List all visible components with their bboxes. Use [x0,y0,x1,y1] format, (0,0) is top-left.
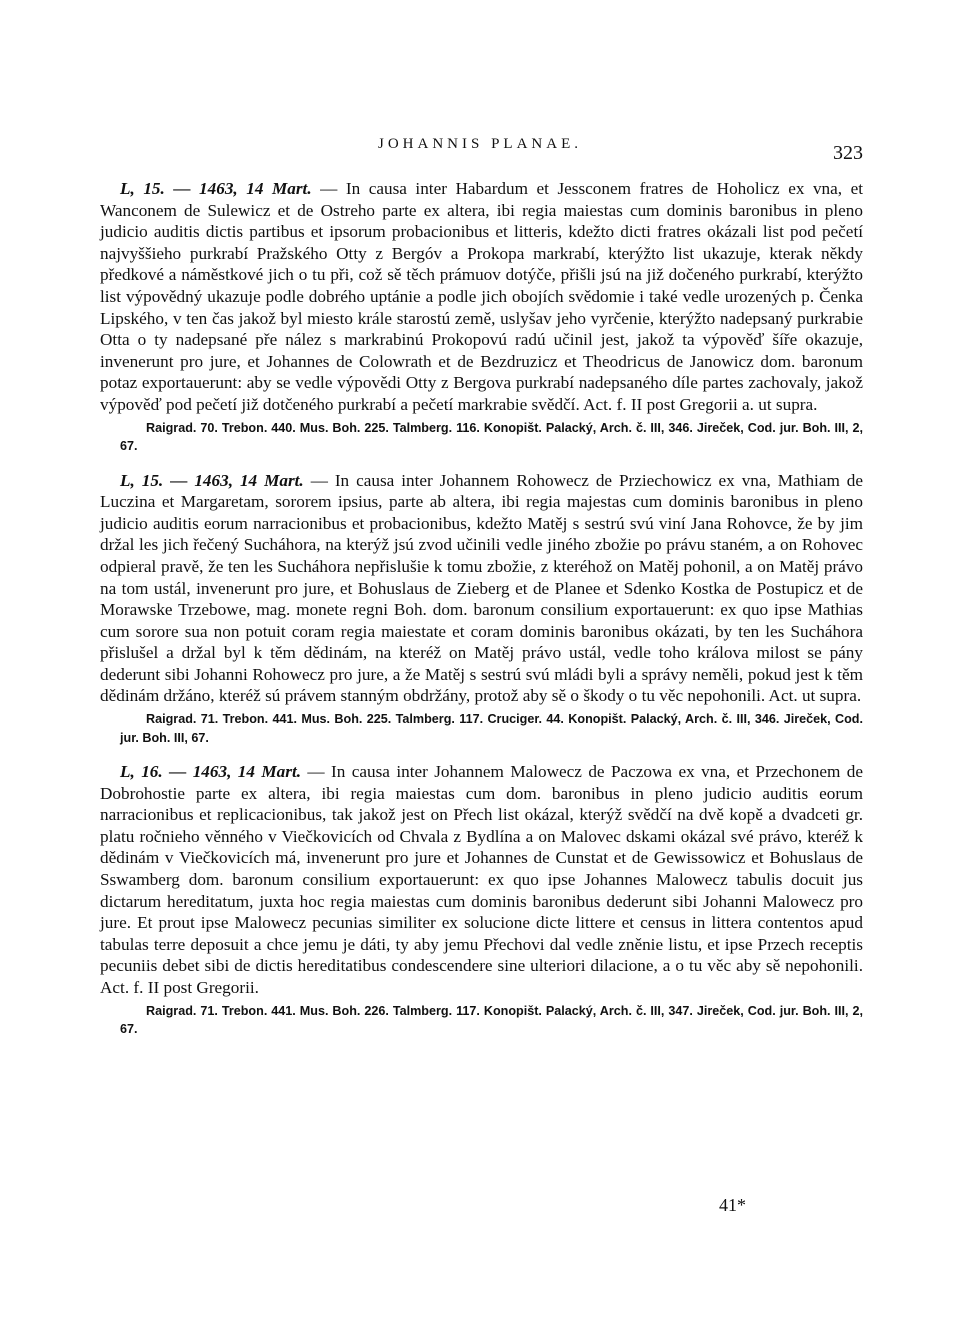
entry [100,178,863,456]
entry-body: — In causa inter Habardum et Jessconem fratres de Hoholicz ex vna, et Wanconem de Sulewicz et de Ostreho parte ex altera, ibi regia maiestas cum dominis baronibus in pleno judicio auditis dictis partibus et ipsorum probacionibus et litteris, kdežto dicti fratres okázali list pod pečetí najvyššieho purkrabí Pražského Otty z Bergóv a Prokopa markrabí, kterýžto list ukazuje, kterak někdy předkové a náměstkové jich o tu při, což sě těch prámuov dotýče, přišli jsú na již dočeného purkrabí, kterýžto list výpovědný ukazuje podle dobrého uptánie a podle jich obojích svědomie i také vedle urozených p. Čenka Lipského, v ten čas jakož byl miesto krále starostú země, uslyšav jeho vyrčenie, kterýžto nadepsaný purkrabie Otta o ty nadepsané pře nález s markrabinú Prokopovú radú učinil jest, jakož ta výpověď šíře okazuje, invenerunt pro jure, et Johannes de Colowrath et de Bezdruzicz et Theodricus de Janowicz dom. baronum potaz exportauerunt: aby se vedle výpovědi Otty z Bergova purkrabí nadepsaného díle partes zachovaly, jakož výpověď pod pečetí již dotčeného purkrabí a pečetí markrabie svědčí. Act. f. II post Gregorii a. ut supra. [100,179,863,414]
entry [100,470,863,748]
entry [100,761,863,1039]
entry-text [100,470,863,708]
entry-references: Raigrad. 71. Trebon. 441. Mus. Boh. 226. Talmberg. 117. Konopišt. Palacký, Arch. č. III, 347. Jireček, Cod. jur. Boh. III, 2, 67. [120,1003,863,1037]
page-body [100,178,863,1039]
signature-mark: 41* [719,1195,746,1215]
entry-body: — In causa inter Johannem Malowecz de Paczowa ex vna, et Przechonem de Dobrohostie parte ex altera, ibi regia maiestas cum dom. baronibus in pleno judicio auditis eorum narracionibus et replicacionibus, tak jakož jest on Přech list okázal, kterýž svědčí na dvě kopě a dvadceti gr. platu ročnieho věnného v Viečkovicích od Chvala z Bydlína a on Malovec dskami okázal své právo, kteréž k dědinám v Viečkovicích má, invenerunt pro jure et Johannes de Cunstat et de Gewissowicz et Bohuslaus de Sswamberg dom. baronum consilium exportauerunt: ex quo ipse Johannes Malowecz tabulis docuit jus dictarum hereditatum, juxta hoc regia maiestas cum dominis baronibus dederunt sibi Johanni Malowecz pro jure. Et prout ipse Malowecz pecunias similiter ex solucione dicte littere et census in littera contentos apud tabulas terre deposuit a chce jemu je dáti, ty aby jemu Přechovi dal vedle zněnie listu, et ipse Przech receptis pecuniis debet sibi de dictis hereditatibus condescendere sine ulteriori dilacione, a o tu věc aby sě nepohonili. Act. f. II post Gregorii. [100,762,863,997]
entry-references: Raigrad. 71. Trebon. 441. Mus. Boh. 225. Talmberg. 117. Cruciger. 44. Konopišt. Palacký, Arch. č. III, 346. Jireček, Cod. jur. Boh. III, 67. [120,712,863,745]
entry-body: — In causa inter Johannem Rohowecz de Prziechowicz ex vna, Mathiam de Luczina et Margaretam, sororem ipsius, parte ab altera, ibi regia majestas cum dominis baronibus in pleno judicio auditis eorum narracionibus et probacionibus, kdežto Matěj s sestrú svú viní Jana Rohovce, že by jim držal les jich řečený Sucháhora, na kterýž jsú zvod učinili vedle jiného zbožie po právu staném, a on Rohovec odpieral pravě, že ten les Sucháhora nepřislušie k tomu zbožie, z kteréhož on Matěj pohonil, a on Matěj právo na tom ustál, invenerunt pro jure, et Bohuslaus de Zieberg et de Planee et Sdenko Kostka de Postupicz et de Morawske Trzebowe, mag. monete regni Boh. dom. baronum consilium exportauerunt: ex quo ipse Mathias cum sorore sua non potuit coram regia maiestate et coram dominis baronibus okázati, by ten les Sucháhora přislušel a držal byl k těm dědinám, na kteréž on Matěj právo ustál, vedle toho králova milost se pány dederunt sibi Johanni Rohowecz pro jure, a že Matěj s sestrú svú mládi byli a správy neměli, pokud jest k těm dědinám držáno, kteréž sú právem stanným obdržány, protož aby sě o škody o tu věc nepohonili. Act. ut supra. [100,470,863,706]
entry-heading: L, 15. — 1463, 14 Mart. [120,470,304,490]
entry-text [100,178,863,416]
running-title: JOHANNIS PLANAE. [378,136,583,152]
page-number: 323 [833,142,863,164]
entry-heading: L, 16. — 1463, 14 Mart. [120,762,302,782]
entry-text [100,761,863,999]
entry-heading: L, 15. — 1463, 14 Mart. [120,179,312,198]
page-header [0,136,960,162]
entry-references: Raigrad. 70. Trebon. 440. Mus. Boh. 225. Talmberg. 116. Konopišt. Palacký, Arch. č. III, 346. Jireček, Cod. jur. Boh. III, 2, 67. [120,420,863,454]
